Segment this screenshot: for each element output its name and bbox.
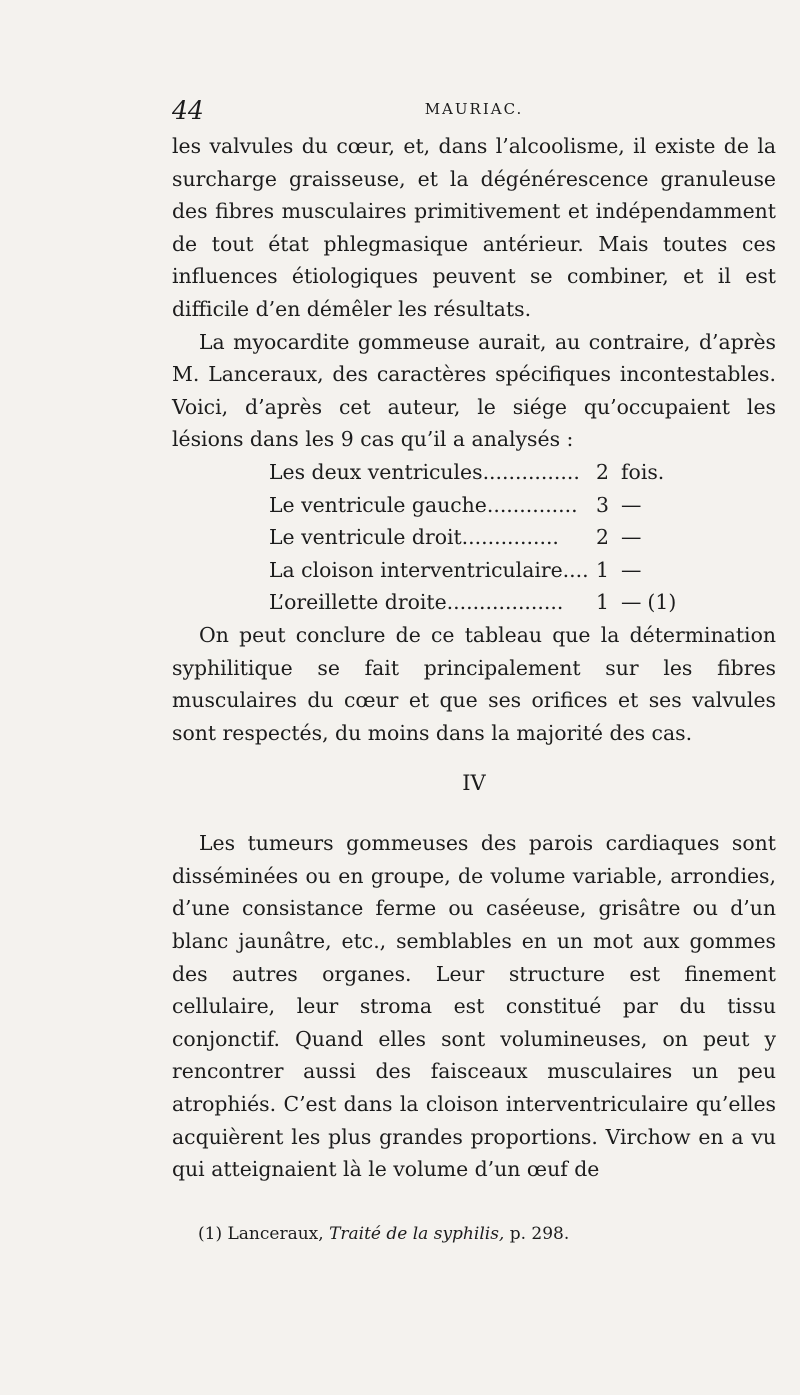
row-count: 1 <box>596 590 609 615</box>
footnote-page: p. 298. <box>509 1224 570 1244</box>
section-heading: IV <box>462 771 486 796</box>
running-title: MAURIAC. <box>424 100 524 118</box>
footnote <box>198 1222 758 1246</box>
row-count: 1 <box>596 557 609 582</box>
table-row <box>269 456 689 489</box>
paragraph-3: On peut conclure de ce tableau que la détermination syphilitique se fait principalement sur les fibres musculaires du cœur et que ses orifices et ses valvules sont respectés, du moins dans la majorité des cas. <box>172 622 776 745</box>
row-label: La cloison interventriculaire.... <box>269 557 589 582</box>
page-number: 44 <box>172 96 204 125</box>
footnote-title: Traité de la syphilis, <box>329 1224 505 1244</box>
row-unit: — <box>621 557 642 582</box>
row-count: 2 <box>596 525 609 550</box>
table-row <box>269 489 689 522</box>
body-text <box>172 130 776 1186</box>
footnote-reference: (1) <box>647 590 677 615</box>
lesion-table <box>269 456 689 619</box>
paragraph-1: les valvules du cœur, et, dans l’alcoolisme, il existe de la surcharge graisseuse, et la dégénérescence granuleuse des fibres musculaires primitivement et indépendamment de tout état phlegmasique antérieur. Mais toutes ces influences étiologiques peuvent se combiner, et il est difficile d’en démêler les résultats. <box>172 134 776 321</box>
footnote-author: Lanceraux, <box>227 1224 324 1244</box>
row-label: Le ventricule gauche.............. <box>269 492 578 517</box>
row-unit <box>609 586 689 619</box>
running-head <box>172 96 776 126</box>
row-unit-mark: — <box>621 590 642 615</box>
row-unit: — <box>621 525 642 550</box>
paragraph-2: La myocardite gommeuse aurait, au contraire, d’après M. Lanceraux, des caractères spécifiques incontestables. Voici, d’après cet auteur, le siége qu’occupaient les lésions dans les 9 cas qu’il a analysés : <box>172 329 776 452</box>
row-count: 3 <box>596 492 609 517</box>
row-unit: — <box>621 492 642 517</box>
table-row <box>269 521 689 554</box>
table-row <box>269 554 689 587</box>
paragraph-4: Les tumeurs gommeuses des parois cardiaques sont disséminées ou en groupe, de volume variable, arrondies, d’une consistance ferme ou caséeuse, grisâtre ou d’un blanc jaunâtre, etc., semblables en un mot aux gommes des autres organes. Leur structure est finement cellulaire, leur stroma est constitué par du tissu conjonctif. Quand elles sont volumineuses, on peut y rencontrer aussi des faisceaux musculaires un peu atrophiés. C’est dans la cloison interventriculaire qu’elles acquièrent les plus grandes proportions. Virchow en a vu qui atteignaient là le volume d’un œuf de <box>172 831 776 1182</box>
footnote-marker: (1) <box>198 1224 223 1244</box>
row-count: 2 <box>596 459 609 484</box>
row-label: Le ventricule droit............... <box>269 525 559 550</box>
row-label: Les deux ventricules............... <box>269 459 580 484</box>
row-unit: fois. <box>621 459 665 484</box>
row-label: L’oreillette droite.................. <box>269 590 564 615</box>
table-row <box>269 586 689 619</box>
